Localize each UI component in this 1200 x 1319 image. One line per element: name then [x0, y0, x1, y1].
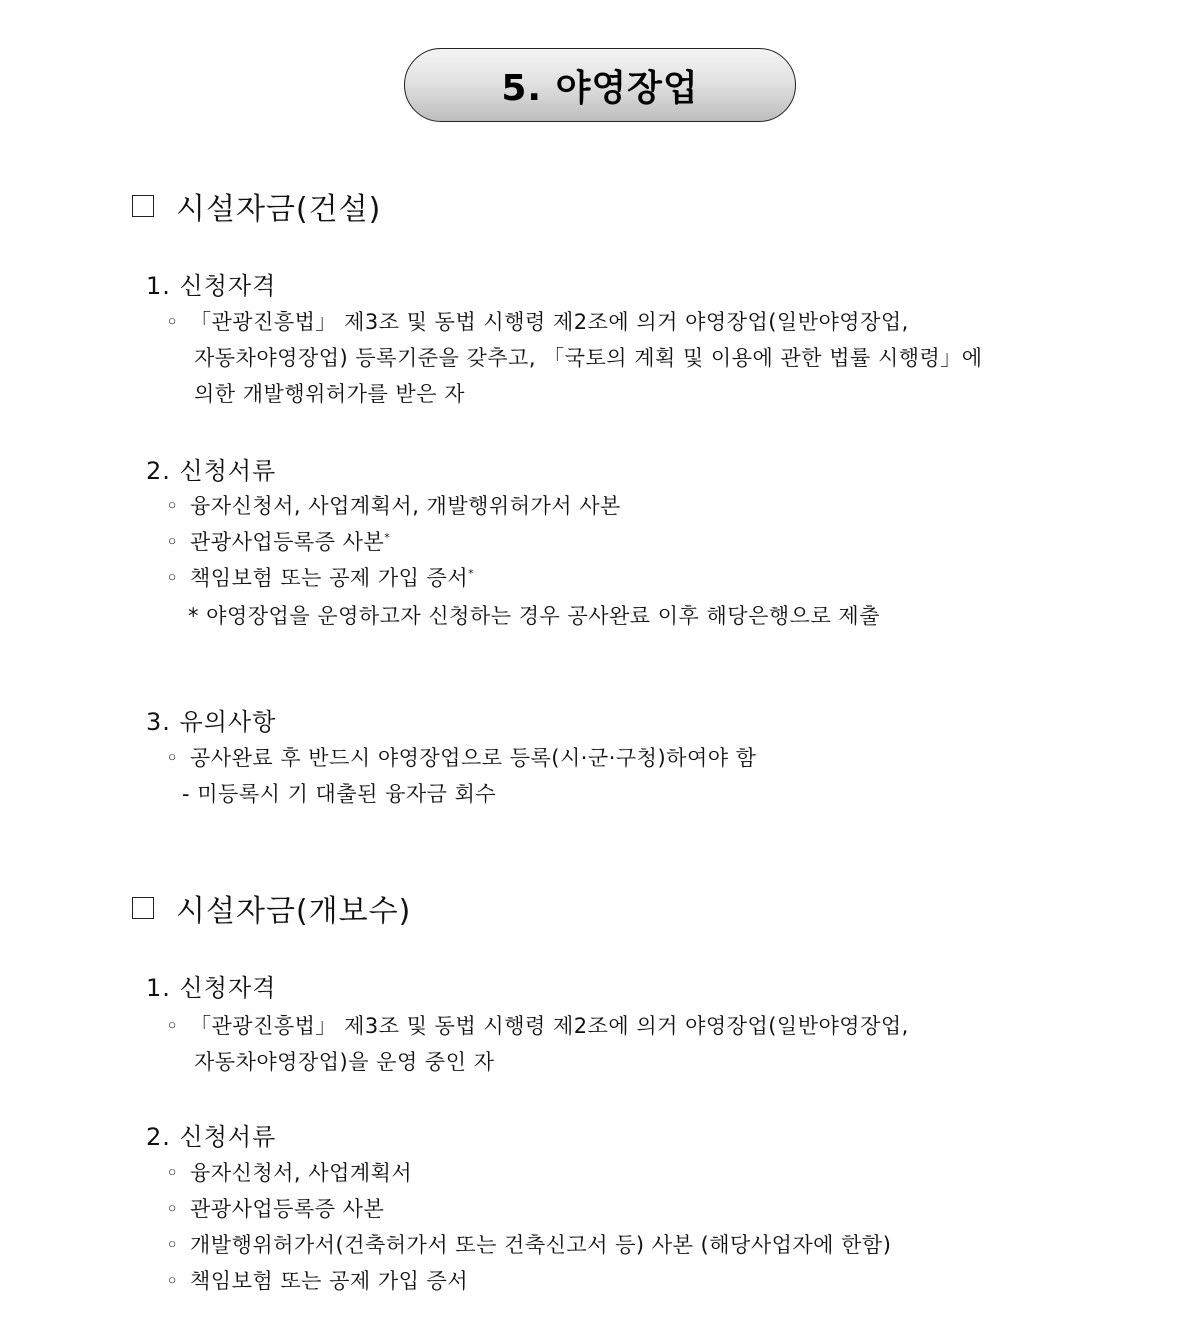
- bullet-icon: ◦: [166, 310, 179, 334]
- notes-text: 공사완료 후 반드시 야영장업으로 등록(시·군·구청)하여야 함: [190, 746, 757, 770]
- bullet-icon: ◦: [166, 1197, 179, 1221]
- document-text: 관광사업등록증 사본: [190, 530, 385, 554]
- footnote-mark: *: [384, 531, 391, 544]
- document-item: [166, 1193, 384, 1223]
- document-item: [166, 562, 474, 592]
- subheading-qualification: 1. 신청자격: [146, 974, 277, 1002]
- section-heading-renovation: [132, 886, 411, 930]
- subheading-notes: 3. 유의사항: [146, 708, 277, 736]
- footnote-text: * 야영장업을 운영하고자 신청하는 경우 공사완료 이후 해당은행으로 제출: [188, 604, 880, 628]
- qualification-text: 「관광진흥법」 제3조 및 동법 시행령 제2조에 의거 야영장업(일반야영장업,: [190, 310, 909, 334]
- section-heading-label: 시설자금(건설): [176, 192, 382, 227]
- subheading-documents: 2. 신청서류: [146, 1123, 277, 1151]
- document-text: 관광사업등록증 사본: [190, 1197, 385, 1221]
- section-heading-label: 시설자금(개보수): [176, 894, 412, 929]
- document-item: [166, 490, 621, 520]
- bullet-icon: ◦: [166, 746, 179, 770]
- empty-square-icon: [132, 195, 154, 217]
- subheading-qualification: 1. 신청자격: [146, 272, 277, 300]
- bullet-icon: ◦: [166, 494, 179, 518]
- document-text: 책임보험 또는 공제 가입 증서: [190, 566, 469, 590]
- subheading-documents: 2. 신청서류: [146, 457, 277, 485]
- bullet-icon: ◦: [166, 1269, 179, 1293]
- notes-sub-item: - 미등록시 기 대출된 융자금 회수: [182, 782, 497, 806]
- bullet-icon: ◦: [166, 1233, 179, 1257]
- empty-square-icon: [132, 897, 154, 919]
- document-item: [166, 1265, 468, 1295]
- page-title-banner: [404, 48, 796, 122]
- document-text: 개발행위허가서(건축허가서 또는 건축신고서 등) 사본 (해당사업자에 한함): [190, 1233, 892, 1257]
- bullet-icon: ◦: [166, 530, 179, 554]
- qualification-line-1: [166, 1010, 909, 1040]
- bullet-icon: ◦: [166, 1014, 179, 1038]
- document-text: 융자신청서, 사업계획서, 개발행위허가서 사본: [190, 494, 621, 518]
- page-title: 5. 야영장업: [501, 67, 699, 109]
- footnote-mark: *: [468, 567, 475, 580]
- document-text: 책임보험 또는 공제 가입 증서: [190, 1269, 469, 1293]
- qualification-line-2: 자동차야영장업) 등록기준을 갖추고, 「국토의 계획 및 이용에 관한 법률 시행령」에: [194, 346, 983, 370]
- qualification-text: 「관광진흥법」 제3조 및 동법 시행령 제2조에 의거 야영장업(일반야영장업,: [190, 1014, 909, 1038]
- document-item: [166, 1229, 891, 1259]
- qualification-line-2: 자동차야영장업)을 운영 중인 자: [194, 1050, 495, 1074]
- qualification-line-3: 의한 개발행위허가를 받은 자: [194, 382, 465, 406]
- section-heading-construction: [132, 184, 381, 228]
- document-text: 융자신청서, 사업계획서: [190, 1161, 413, 1185]
- bullet-icon: ◦: [166, 1161, 179, 1185]
- qualification-line-1: [166, 306, 909, 336]
- document-item: [166, 1157, 412, 1187]
- document-item: [166, 526, 390, 556]
- notes-item: [166, 742, 756, 772]
- bullet-icon: ◦: [166, 566, 179, 590]
